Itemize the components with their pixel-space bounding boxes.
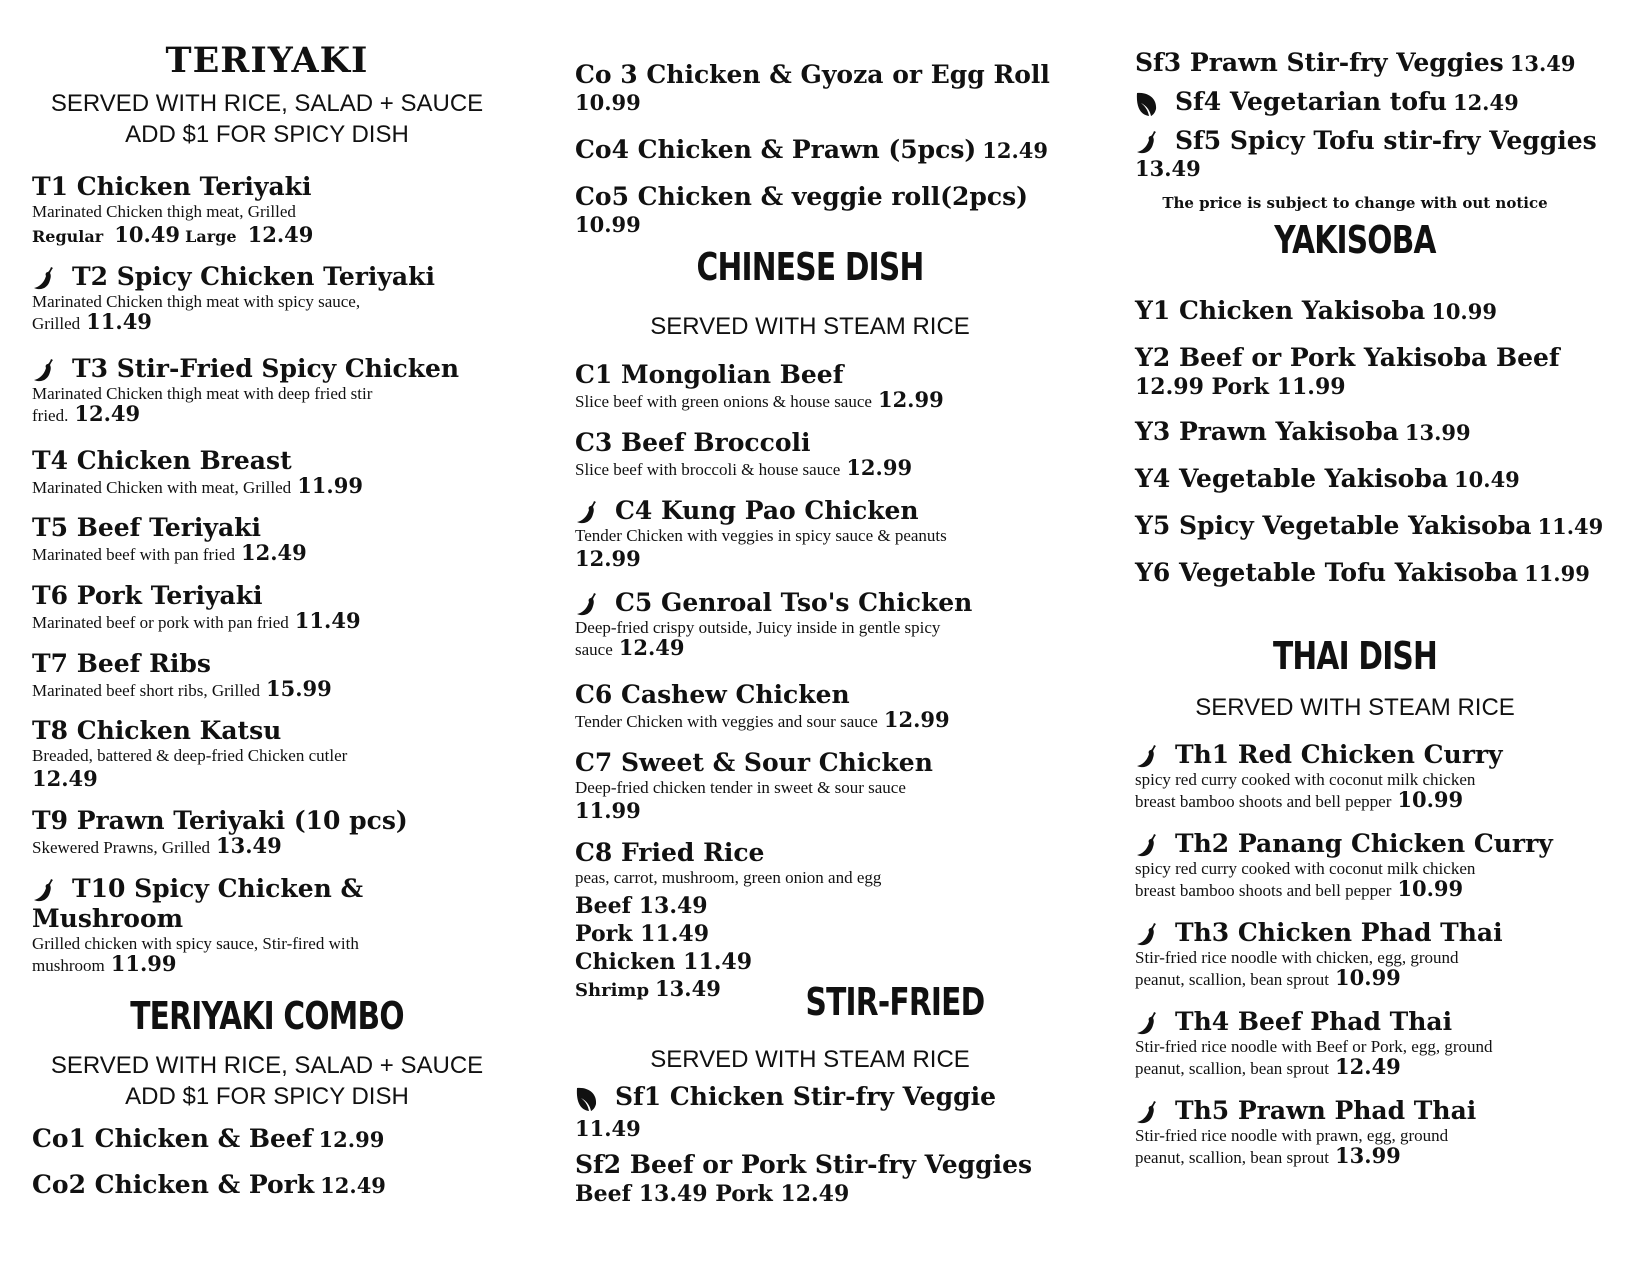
item-description: Stir-fried rice noodle with Beef or Pork, egg, ground [1135,1037,1493,1056]
item-description: Tender Chicken with veggies and sour sauce [575,712,878,731]
item-description: peas, carrot, mushroom, green onion and egg [575,868,882,887]
regular-price: 10.49 [114,222,181,247]
item-description: Marinated Chicken thigh meat with spicy sauce, [32,292,361,311]
chinese-subtitle: SERVED WITH STEAM RICE [650,313,970,340]
menu-item-th1 [1135,740,1503,812]
item-description: Tender Chicken with veggies in spicy sauce & peanuts [575,526,947,545]
item-price: 11.49 [1537,514,1604,539]
item-description: Marinated beef with pan fried [32,545,235,564]
item-title: Y3 Prawn Yakisoba [1135,417,1399,446]
chili-pepper-icon [32,878,56,904]
item-description: Deep-fried crispy outside, Juicy inside in gentle spicy [575,618,941,637]
item-title: Co 3 Chicken & Gyoza or Egg Roll [575,60,1050,89]
item-description: Slice beef with green onions & house sauce [575,392,872,411]
menu-item-th4 [1135,1007,1493,1079]
menu-item-co4 [575,135,1048,166]
item-prices: Beef 13.49 Pork 12.49 [575,1181,850,1207]
item-price: 11.99 [575,798,641,823]
item-price: 10.99 [575,90,641,115]
item-price: 15.99 [266,676,332,701]
menu-item-y6 [1135,558,1590,589]
menu-item-c7 [575,748,933,823]
menu-item-t4 [32,446,363,498]
item-price: 12.49 [240,540,307,565]
item-title: C4 Kung Pao Chicken [615,496,919,525]
item-price: 13.49 [216,833,282,858]
item-description: spicy red curry cooked with coconut milk chicken [1135,770,1476,789]
stir-fried-subtitle: SERVED WITH STEAM RICE [650,1046,970,1073]
item-title: Sf5 Spicy Tofu stir-fry Veggies [1175,126,1597,155]
fried-rice-option: Pork 11.49 [575,921,710,947]
item-description-cont: fried. [32,406,69,425]
combo-subtitle-2: ADD $1 FOR SPICY DISH [125,1083,409,1110]
item-description: Marinated beef or pork with pan fried [32,613,289,632]
item-title: Y1 Chicken Yakisoba [1135,296,1426,325]
item-price: 12.99 [575,546,641,571]
fried-rice-option: Beef 13.49 [575,893,708,919]
item-price: 11.49 [575,1116,641,1141]
item-title: Th4 Beef Phad Thai [1175,1007,1453,1036]
menu-item-y1 [1135,296,1497,327]
item-description: spicy red curry cooked with coconut milk chicken [1135,859,1476,878]
menu-item-c5 [575,588,972,660]
item-price: 13.49 [1509,51,1576,76]
item-price: 12.49 [1452,90,1519,115]
menu-item-sf3 [1135,48,1576,79]
stir-fried-heading: STIR-FRIED [805,980,985,1024]
item-title: C1 Mongolian Beef [575,360,844,389]
item-price: 12.49 [618,635,685,660]
menu-item-y3 [1135,417,1471,448]
item-title: T6 Pork Teriyaki [32,581,263,610]
teriyaki-combo-heading: TERIYAKI COMBO [130,994,404,1038]
item-title: Y2 Beef or Pork Yakisoba Beef [1135,343,1560,372]
thai-dish-heading: THAI DISH [1272,634,1438,678]
item-description: Deep-fried chicken tender in sweet & sour sauce [575,778,906,797]
item-title: T2 Spicy Chicken Teriyaki [72,262,435,291]
price-notice: The price is subject to change with out notice [1162,194,1548,212]
item-price: 12.49 [982,138,1049,163]
menu-item-t10 [32,874,363,976]
menu-item-y5 [1135,511,1603,542]
item-title: T3 Stir-Fried Spicy Chicken [72,354,460,383]
menu-item-c4 [575,496,947,571]
item-price: 12.99 [883,707,950,732]
item-description-cont: peanut, scallion, bean sprout [1135,970,1330,989]
item-price: 13.99 [1404,420,1471,445]
item-description: Marinated Chicken with meat, Grilled [32,478,292,497]
item-title: Y6 Vegetable Tofu Yakisoba [1135,558,1519,587]
item-title: C7 Sweet & Sour Chicken [575,748,933,777]
item-title: Co5 Chicken & veggie roll(2pcs) [575,182,1029,211]
item-title: Th1 Red Chicken Curry [1175,740,1503,769]
item-description: Grilled chicken with spicy sauce, Stir-fired with [32,934,359,953]
chili-pepper-icon [575,500,599,526]
menu-item-c8 [575,838,881,1001]
item-description: Stir-fried rice noodle with prawn, egg, ground [1135,1126,1449,1145]
item-description-cont: Grilled [32,314,81,333]
menu-item-co1 [32,1124,384,1155]
item-title: C3 Beef Broccoli [575,428,811,457]
chili-pepper-icon [32,266,56,292]
item-title: Th3 Chicken Phad Thai [1175,918,1503,947]
menu-item-co5 [575,182,1028,237]
item-price: 10.49 [1454,467,1520,492]
item-price: 12.49 [74,401,141,426]
item-description-cont: breast bamboo shoots and bell pepper [1135,881,1392,900]
item-title: Sf4 Vegetarian tofu [1175,87,1447,116]
teriyaki-subtitle-2: ADD $1 FOR SPICY DISH [125,121,409,148]
item-title: Y5 Spicy Vegetable Yakisoba [1135,511,1532,540]
menu-item-c6 [575,680,950,732]
menu-item-co3 [575,60,1050,115]
item-description: Slice beef with broccoli & house sauce [575,460,841,479]
item-title: C6 Cashew Chicken [575,680,850,709]
item-title: Co2 Chicken & Pork [32,1170,315,1199]
item-price: 11.49 [294,608,361,633]
item-title: T5 Beef Teriyaki [32,513,261,542]
chili-pepper-icon [575,592,599,618]
chili-pepper-icon [32,358,56,384]
item-price: 12.49 [32,766,98,791]
item-price: 10.99 [1335,965,1401,990]
item-price: 10.99 [1397,787,1464,812]
item-title: T10 Spicy Chicken & [72,874,364,903]
chili-pepper-icon [1135,130,1159,156]
item-title: T4 Chicken Breast [32,446,292,475]
menu-item-th2 [1135,829,1553,901]
menu-item-sf4 [1135,87,1519,118]
item-price: 11.99 [110,951,177,976]
menu-item-t5 [32,513,307,565]
chili-pepper-icon [1135,833,1159,859]
item-title: Th5 Prawn Phad Thai [1175,1096,1477,1125]
item-description: Skewered Prawns, Grilled [32,838,210,857]
menu-item-y2 [1135,343,1560,401]
item-description-cont: peanut, scallion, bean sprout [1135,1148,1330,1167]
item-price: 10.99 [1397,876,1464,901]
item-price: 11.99 [1524,561,1590,586]
teriyaki-subtitle-1: SERVED WITH RICE, SALAD + SAUCE [50,90,484,117]
item-title: C8 Fried Rice [575,838,765,867]
item-description-cont: peanut, scallion, bean sprout [1135,1059,1330,1078]
item-description-cont: mushroom [32,956,105,975]
item-title: C5 Genroal Tso's Chicken [615,588,973,617]
menu-item-t7 [32,649,332,701]
menu-item-t9 [32,806,408,858]
item-price: 13.99 [1335,1143,1401,1168]
menu-item-t6 [32,581,361,633]
chinese-dish-heading: CHINESE DISH [696,245,924,289]
menu-item-sf5 [1135,126,1597,181]
item-title: Th2 Panang Chicken Curry [1175,829,1553,858]
item-title-cont: Mushroom [32,904,184,933]
menu-item-th3 [1135,918,1503,990]
item-price: 11.49 [86,309,152,334]
teriyaki-heading: TERIYAKI [165,40,369,81]
item-price: 11.99 [297,473,363,498]
item-title: T9 Prawn Teriyaki (10 pcs) [32,806,408,835]
menu-item-y4 [1135,464,1520,495]
item-title: Co1 Chicken & Beef [32,1124,313,1153]
thai-subtitle: SERVED WITH STEAM RICE [1195,694,1515,721]
item-price: 12.99 [877,387,944,412]
regular-label: Regular [32,227,104,246]
chili-pepper-icon [1135,922,1159,948]
item-title: Sf3 Prawn Stir-fry Veggies [1135,48,1504,77]
leaf-icon [1135,91,1159,117]
item-price: 10.99 [1431,299,1497,324]
item-price: 12.99 [846,455,913,480]
item-title: T7 Beef Ribs [32,649,211,678]
chili-pepper-icon [1135,1011,1159,1037]
menu-item-sf2 [575,1150,1032,1208]
chili-pepper-icon [1135,1100,1159,1126]
item-price: 10.99 [575,212,641,237]
item-price: 12.49 [320,1173,386,1198]
shrimp-label: Shrimp [575,980,650,1001]
item-description: Stir-fried rice noodle with chicken, egg, ground [1135,948,1459,967]
menu-item-sf1 [575,1082,996,1141]
menu-item-t1 [32,172,313,247]
item-price: 13.49 [1135,156,1201,181]
item-description: Marinated Chicken thigh meat, Grilled [32,202,296,221]
menu-item-co2 [32,1170,386,1201]
large-label: Large [185,227,237,246]
item-prices: 12.99 Pork 11.99 [1135,374,1346,400]
large-price: 12.49 [247,222,314,247]
yakisoba-heading: YAKISOBA [1274,218,1436,262]
shrimp-price: 13.49 [655,976,721,1001]
item-title: Y4 Vegetable Yakisoba [1135,464,1449,493]
menu-item-t3 [32,354,459,426]
chili-pepper-icon [1135,744,1159,770]
menu-item-t2 [32,262,435,334]
menu-item-c3 [575,428,912,480]
leaf-icon [575,1086,599,1112]
item-title: T1 Chicken Teriyaki [32,172,312,201]
item-title: Sf2 Beef or Pork Stir-fry Veggies [575,1150,1033,1179]
item-description: Marinated Chicken thigh meat with deep fried stir [32,384,373,403]
menu-item-c1 [575,360,944,412]
item-price: 12.49 [1335,1054,1401,1079]
item-description: Breaded, battered & deep-fried Chicken cutler [32,746,348,765]
item-description-cont: breast bamboo shoots and bell pepper [1135,792,1392,811]
combo-subtitle-1: SERVED WITH RICE, SALAD + SAUCE [50,1052,484,1079]
item-description: Marinated beef short ribs, Grilled [32,681,261,700]
item-title: Co4 Chicken & Prawn (5pcs) [575,135,977,164]
item-price: 12.99 [318,1127,385,1152]
menu-item-th5 [1135,1096,1476,1168]
item-title: T8 Chicken Katsu [32,716,282,745]
item-description-cont: sauce [575,640,613,659]
fried-rice-option: Chicken 11.49 [575,949,753,975]
menu-item-t8 [32,716,347,791]
item-title: Sf1 Chicken Stir-fry Veggie [615,1082,996,1111]
